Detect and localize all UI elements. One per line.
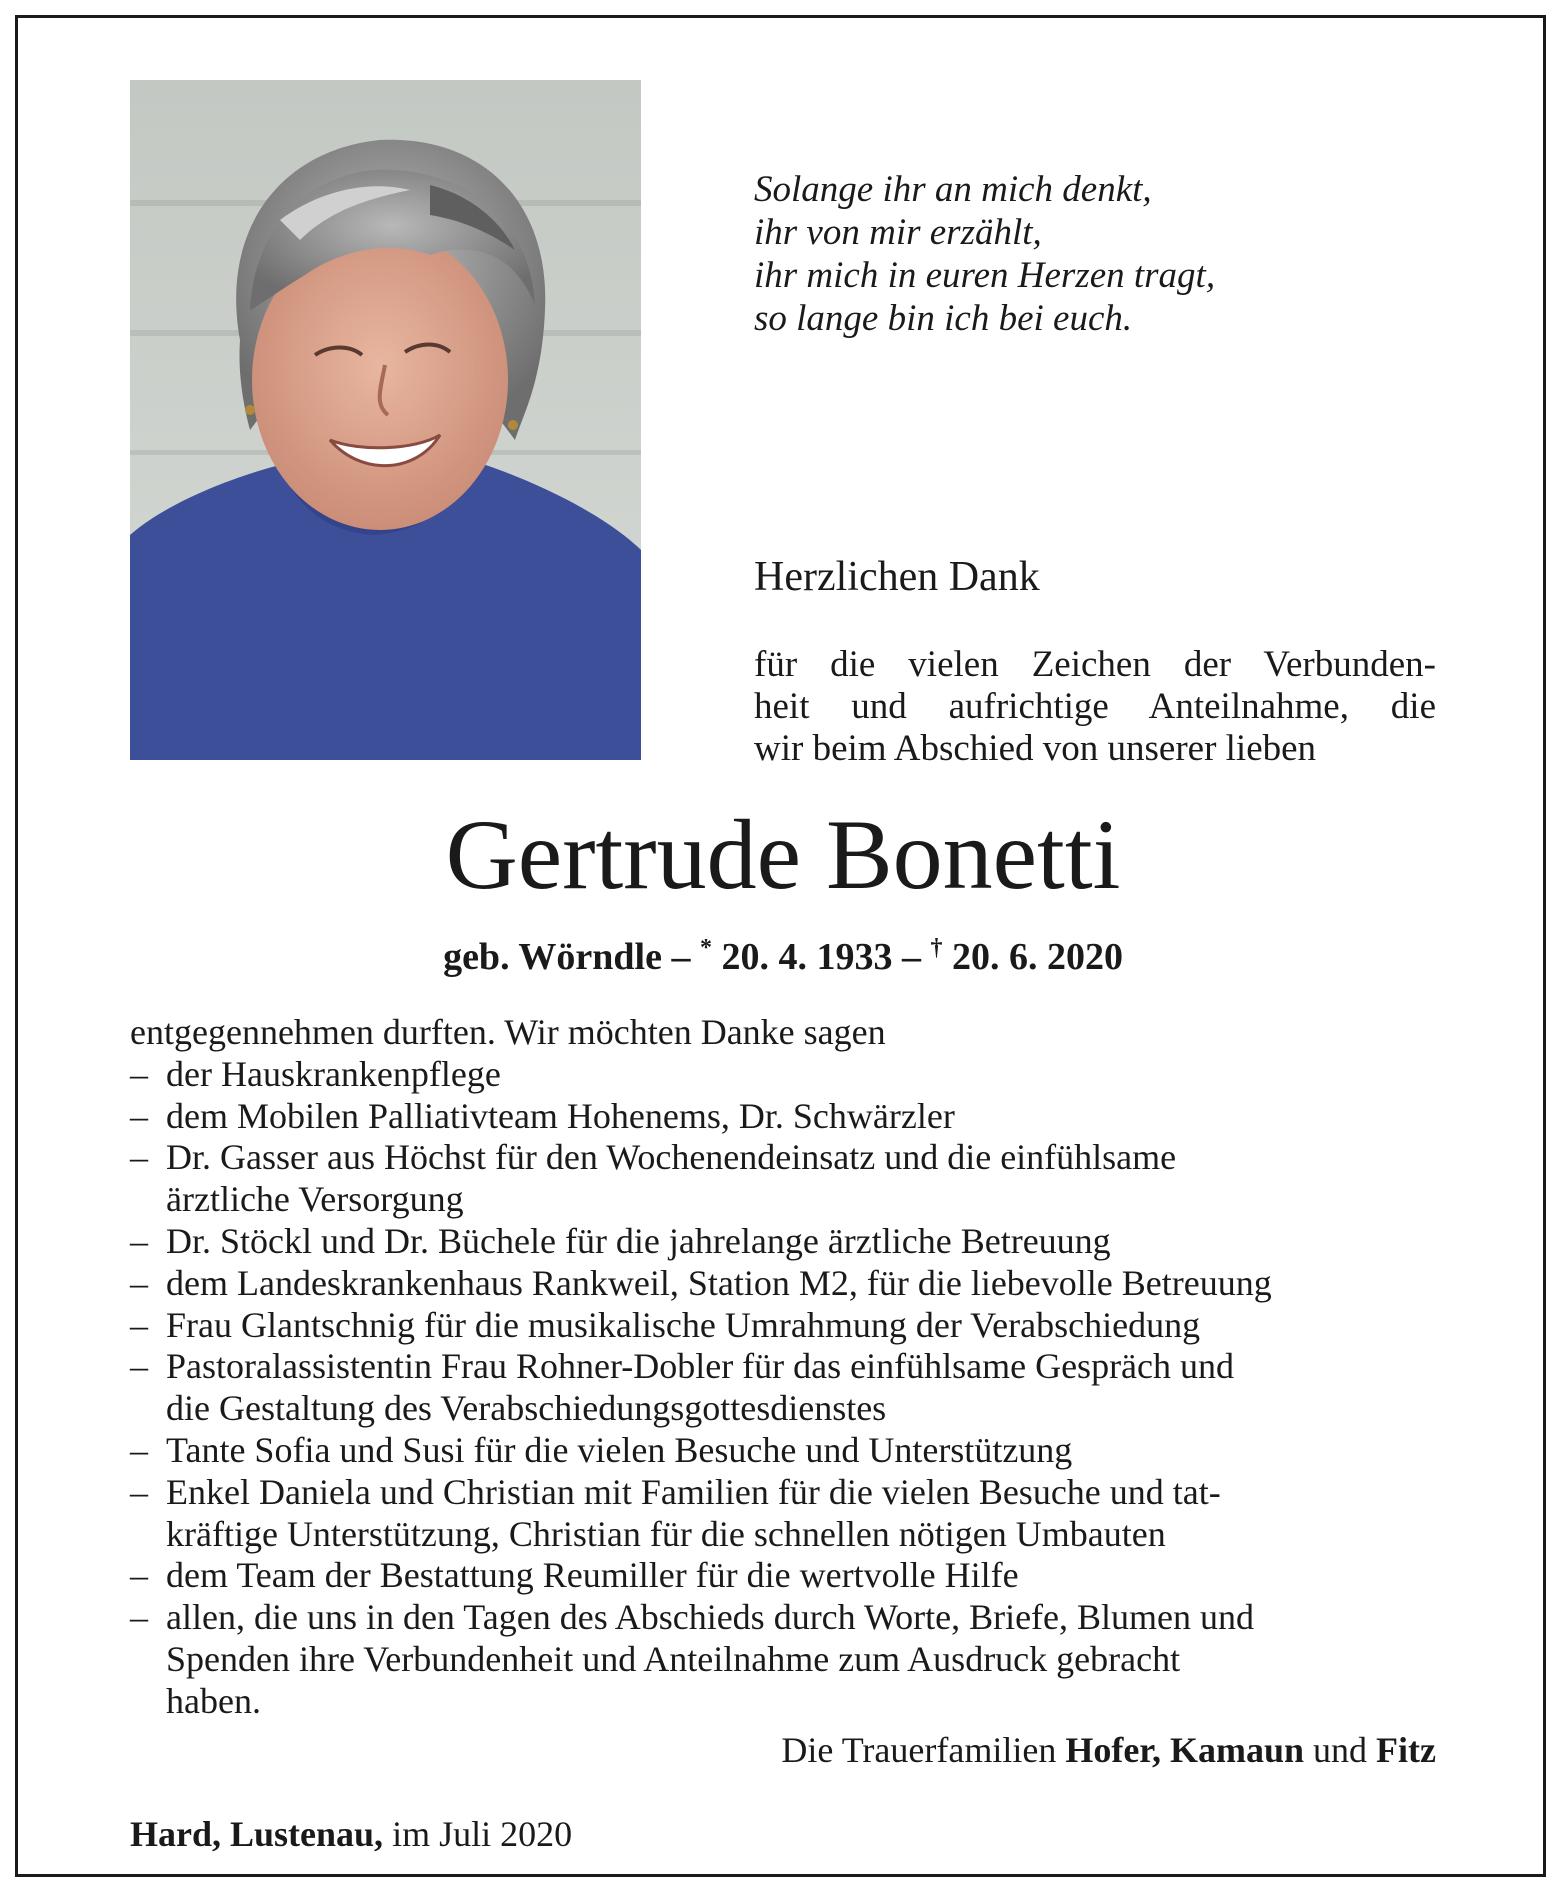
list-dash: – [130,1346,148,1387]
list-item [130,1137,1436,1221]
list-item [130,1472,1436,1556]
death-date: 20. 6. 2020 [942,936,1123,978]
list-item [130,1430,1436,1472]
signature-space [1161,1730,1170,1770]
deceased-name: Gertrude Bonetti [445,799,1121,910]
list-item-line: Dr. Stöckl und Dr. Büchele für die jahrelange ärztliche Betreuung [166,1220,1111,1261]
thanks-body [130,1012,1436,1723]
list-item-line: die Gestaltung des Verabschiedungsgottesdienstes [166,1388,887,1429]
family-name: Kamaun [1169,1730,1305,1770]
poem [754,168,1474,340]
poem-line: ihr mich in euren Herzen tragt, [754,255,1216,296]
list-item-line: kräftige Unterstützung, Christian für die schnellen nötigen Umbauten [166,1513,1166,1554]
list-dash: – [130,1137,148,1178]
place-date [130,1812,572,1856]
list-item-line: ärztliche Versorgung [166,1179,464,1220]
poem-line: ihr von mir erzählt, [754,212,1042,253]
place-towns: Hard, Lustenau, [130,1814,384,1854]
list-dash: – [130,1304,148,1345]
list-dash: – [130,1429,148,1470]
thanks-intro-line: wir beim Abschied von unserer lieben [754,728,1317,769]
family-name: Hofer, [1065,1730,1161,1770]
list-item-line: Tante Sofia und Susi für die vielen Besuche und Unterstützung [166,1429,1073,1470]
birth-date: 20. 4. 1933 [711,936,893,978]
list-item-line: Dr. Gasser aus Höchst für den Wochenendeinsatz und die einfühlsame [166,1137,1177,1178]
list-item [130,1346,1436,1430]
list-dash: – [130,1053,148,1094]
thanks-intro-line: heit und aufrichtige Anteilnahme, die [754,686,1436,727]
maiden-name: geb. Wörndle [443,936,662,978]
list-item [130,1305,1436,1347]
poem-line: so lange bin ich bei euch. [754,298,1133,339]
thanks-list [130,1054,1436,1723]
list-item [130,1221,1436,1263]
list-item-line: der Hauskrankenpflege [166,1053,501,1094]
list-item-line: Frau Glantschnig für die musikalische Umrahmung der Verabschiedung [166,1304,1201,1345]
list-item [130,1054,1436,1096]
list-dash: – [130,1095,148,1136]
list-item-line: haben. [166,1680,261,1721]
thanks-intro-line: für die vielen Zeichen der Verbunden- [754,644,1436,685]
body-intro: entgegennehmen durften. Wir möchten Danke sagen [130,1012,886,1052]
date-separator: – [661,936,700,978]
list-dash: – [130,1262,148,1303]
portrait-photo [130,80,641,760]
deceased-dates [130,934,1436,980]
list-item-line: Pastoralassistentin Frau Rohner-Dobler für das einfühlsame Gespräch und [166,1346,1235,1387]
list-item [130,1263,1436,1305]
list-item-line: dem Mobilen Palliativteam Hohenems, Dr. Schwärzler [166,1095,955,1136]
list-item-line: Spenden ihre Verbundenheit und Anteilnahme zum Ausdruck gebracht [166,1638,1181,1679]
list-dash: – [130,1471,148,1512]
family-name: Fitz [1376,1730,1436,1770]
list-item-line: dem Landeskrankenhaus Rankweil, Station M2, für die liebevolle Betreuung [166,1262,1272,1303]
date-separator: – [892,936,931,978]
list-item [130,1555,1436,1597]
poem-line: Solange ihr an mich denkt, [754,169,1152,210]
list-item-line: Enkel Daniela und Christian mit Familien für die vielen Besuche und tat- [166,1471,1221,1512]
birth-symbol: * [699,935,712,961]
list-dash: – [130,1220,148,1261]
death-symbol: † [930,935,943,961]
signature [130,1728,1436,1772]
list-dash: – [130,1597,148,1638]
signature-prefix: Die Trauerfamilien [781,1730,1066,1770]
signature-conjunction: und [1304,1730,1377,1770]
list-dash: – [130,1555,148,1596]
thanks-intro [754,644,1436,770]
list-item [130,1096,1436,1138]
thanks-heading: Herzlichen Dank [754,554,1040,600]
place-month: im Juli 2020 [383,1814,573,1854]
list-item-line: allen, die uns in den Tagen des Abschieds durch Worte, Briefe, Blumen und [166,1597,1255,1638]
list-item-line: dem Team der Bestattung Reumiller für die wertvolle Hilfe [166,1555,1019,1596]
list-item [130,1597,1436,1722]
